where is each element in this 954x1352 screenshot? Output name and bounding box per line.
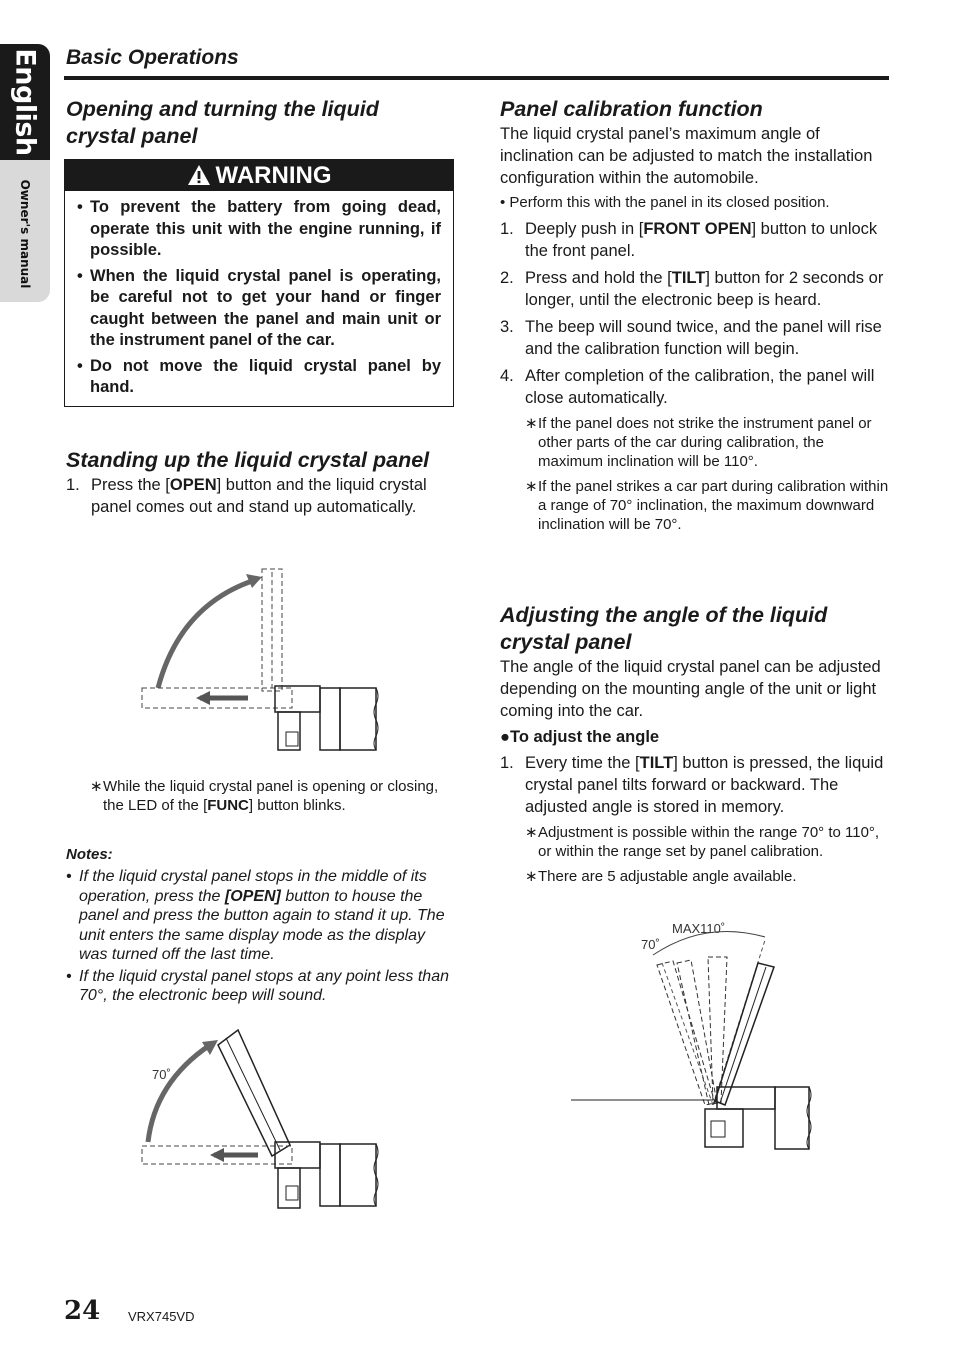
calibration-title: Panel calibration function xyxy=(500,97,763,121)
figure-angle-range xyxy=(565,915,835,1155)
calibration-note: ∗ If the panel does not strike the instrument panel or other parts of the car during calibration, the maximum inclination will be 110°. xyxy=(525,415,872,470)
language-tab xyxy=(0,44,50,160)
warning-box xyxy=(64,159,454,407)
header-rule xyxy=(64,76,889,80)
figure-stand-up xyxy=(130,560,390,760)
open-section xyxy=(66,96,426,150)
max-110-label: MAX110˚ xyxy=(672,921,726,936)
note-item: • If the liquid crystal panel stops at any point less than 70°, the electronic beep will sound. xyxy=(66,967,449,1004)
page-number: 24 xyxy=(64,1296,101,1326)
adjust-note: ∗ Adjustment is possible within the range 70° to 110°, or within the range set by panel calibration. xyxy=(525,824,880,860)
warning-item: • When the liquid crystal panel is operating, be careful not to get your hand or finger caught between the panel and main unit or the instrument panel of the car. xyxy=(77,266,441,349)
calibration-step: 4. After completion of the calibration, the panel will close automatically. xyxy=(500,367,875,407)
led-note: ∗ While the liquid crystal panel is opening or closing, the LED of the [FUNC] button blinks. xyxy=(90,778,439,814)
stand-step: 1. Press the [OPEN] button and the liquid crystal panel comes out and stand up automatically. xyxy=(66,476,427,516)
calibration-step: 1. Deeply push in [FRONT OPEN] button to unlock the front panel. xyxy=(500,220,878,260)
notes-title: Notes: xyxy=(66,846,113,863)
model-number: VRX745VD xyxy=(128,1309,195,1324)
min-70-label: 70˚ xyxy=(641,937,660,952)
calibration-note: ∗ If the panel strikes a car part during calibration within a range of 70° inclination, the maximum downward inclination will be 70°. xyxy=(525,478,889,533)
adjust-title: Adjusting the angle of the liquid crystal panel xyxy=(500,603,828,654)
adjust-section xyxy=(500,602,890,892)
adjust-subtitle: ●To adjust the angle xyxy=(500,728,660,746)
stand-section xyxy=(66,447,456,523)
angle-70-label: 70˚ xyxy=(152,1067,171,1082)
warning-item: • Do not move the liquid crystal panel by hand. xyxy=(77,356,441,396)
section-title: Basic Operations xyxy=(66,46,239,69)
adjust-step: 1. Every time the [TILT] button is pressed, the liquid crystal panel tilts forward or backward. The adjusted angle is stored in memory. xyxy=(500,754,884,816)
calibration-bullet: • Perform this with the panel in its closed position. xyxy=(500,194,830,211)
warning-item: • To prevent the battery from going dead, operate this unit with the engine running, if possible. xyxy=(77,198,441,259)
calibration-step: 3. The beep will sound twice, and the panel will rise and the calibration function will begin. xyxy=(500,318,882,358)
warning-label: WARNING xyxy=(215,162,332,189)
language-label: English xyxy=(9,48,41,156)
warning-header xyxy=(65,160,453,191)
figure-70-degree xyxy=(130,1020,390,1220)
side-tab xyxy=(0,44,50,302)
open-title: Opening and turning the liquid crystal panel xyxy=(66,97,379,148)
stand-title: Standing up the liquid crystal panel xyxy=(66,448,430,472)
calibration-section xyxy=(500,96,890,540)
manual-label: Owner's manual xyxy=(18,179,32,289)
note-item: • If the liquid crystal panel stops in the middle of its operation, press the [OPEN] button to house the panel and press the button again to stand it up. The unit enters the same display mode as the display was turned off the last time. xyxy=(66,868,445,963)
calibration-intro: The liquid crystal panel’s maximum angle of inclination can be adjusted to match the installation configuration within the automobile. xyxy=(500,125,873,187)
adjust-note: ∗ There are 5 adjustable angle available. xyxy=(525,868,797,885)
calibration-step: 2. Press and hold the [TILT] button for 2 seconds or longer, until the electronic beep is heard. xyxy=(500,269,884,309)
notes-block xyxy=(66,846,454,1008)
adjust-intro: The angle of the liquid crystal panel can be adjusted depending on the mounting angle of the unit or light coming into the car. xyxy=(500,658,881,720)
warning-triangle-icon xyxy=(187,164,211,186)
